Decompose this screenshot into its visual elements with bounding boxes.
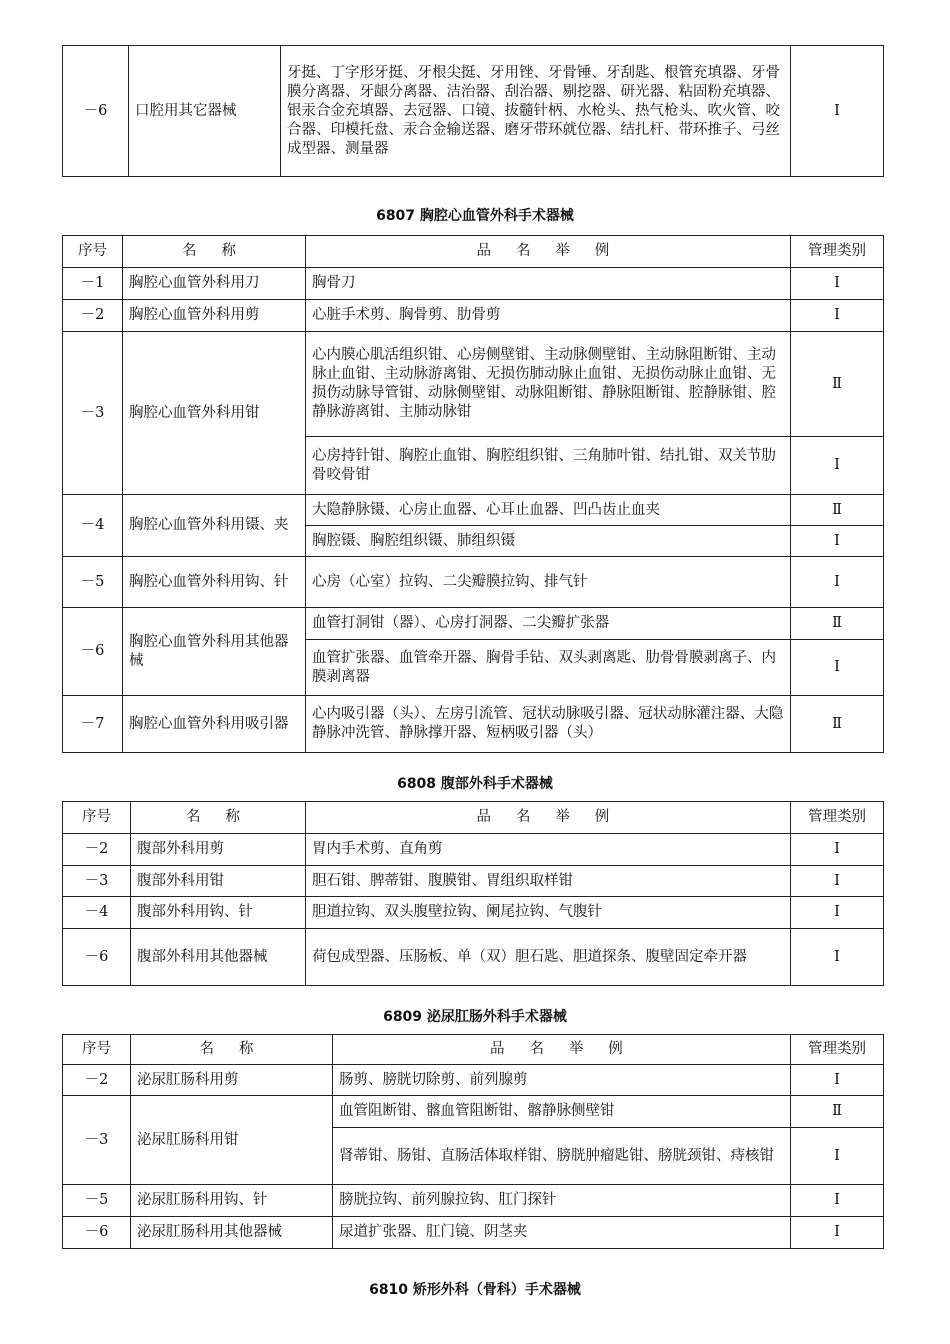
row-no: －6 bbox=[63, 929, 131, 986]
row-no: －6 bbox=[63, 46, 129, 177]
section-title-6808: 6808 腹部外科手术器械 bbox=[397, 776, 553, 792]
row-examples: 胸腔镊、胸腔组织镊、肺组织镊 bbox=[306, 526, 791, 557]
row-class: Ⅰ bbox=[791, 897, 884, 929]
table-row bbox=[63, 46, 884, 177]
row-class: Ⅰ bbox=[791, 640, 884, 696]
row-examples: 血管打洞钳（器）、心房打洞器、二尖瓣扩张器 bbox=[306, 608, 791, 640]
header-class: 管理类别 bbox=[791, 802, 884, 834]
section-title-6810: 6810 矫形外科（骨科）手术器械 bbox=[369, 1282, 581, 1298]
header-no: 序号 bbox=[63, 802, 131, 834]
header-no: 序号 bbox=[63, 236, 123, 268]
row-examples: 心脏手术剪、胸骨剪、肋骨剪 bbox=[306, 300, 791, 332]
row-no: －2 bbox=[63, 1065, 131, 1096]
table-row bbox=[63, 557, 884, 608]
row-no: －5 bbox=[63, 557, 123, 608]
row-examples: 血管阻断钳、髂血管阻断钳、髂静脉侧壁钳 bbox=[333, 1096, 791, 1128]
row-class: Ⅰ bbox=[791, 1065, 884, 1096]
row-class: Ⅰ bbox=[791, 46, 884, 177]
table-row bbox=[63, 332, 884, 437]
table-row bbox=[63, 834, 884, 866]
row-class: Ⅱ bbox=[791, 1096, 884, 1128]
row-class: Ⅱ bbox=[791, 608, 884, 640]
row-examples: 心房（心室）拉钩、二尖瓣膜拉钩、排气针 bbox=[306, 557, 791, 608]
header-examples: 品 名 举 例 bbox=[306, 236, 791, 268]
row-name: 胸腔心血管外科用剪 bbox=[123, 300, 306, 332]
row-no: －6 bbox=[63, 1217, 131, 1249]
row-no: －4 bbox=[63, 897, 131, 929]
row-class: Ⅰ bbox=[791, 557, 884, 608]
row-no: －5 bbox=[63, 1185, 131, 1217]
row-class: Ⅰ bbox=[791, 929, 884, 986]
header-class: 管理类别 bbox=[791, 236, 884, 268]
header-class: 管理类别 bbox=[791, 1035, 884, 1065]
row-examples: 尿道扩张器、肛门镜、阴茎夹 bbox=[333, 1217, 791, 1249]
row-name: 泌尿肛肠科用剪 bbox=[131, 1065, 333, 1096]
row-no: －7 bbox=[63, 696, 123, 753]
row-examples: 胸骨刀 bbox=[306, 268, 791, 300]
header-no: 序号 bbox=[63, 1035, 131, 1065]
row-class: Ⅰ bbox=[791, 437, 884, 495]
section-title-6807: 6807 胸腔心血管外科手术器械 bbox=[376, 208, 574, 224]
row-examples: 心内膜心肌活组织钳、心房侧壁钳、主动脉侧壁钳、主动脉阻断钳、主动脉止血钳、主动脉游离钳、无损伤肺动脉止血钳、无损伤动脉止血钳、无损伤动脉导管钳、动脉侧壁钳、动脉阻断钳、静脉阻断钳、腔静脉钳、腔静脉游离钳、主肺动脉钳 bbox=[306, 332, 791, 437]
table-row bbox=[63, 1065, 884, 1096]
row-class: Ⅱ bbox=[791, 696, 884, 753]
row-no: －3 bbox=[63, 1096, 131, 1185]
row-examples: 肾蒂钳、肠钳、直肠活体取样钳、膀胱肿瘤匙钳、膀胱颈钳、痔核钳 bbox=[333, 1128, 791, 1185]
table-row bbox=[63, 608, 884, 640]
table-row bbox=[63, 1185, 884, 1217]
table-row bbox=[63, 929, 884, 986]
row-no: －3 bbox=[63, 866, 131, 897]
row-class: Ⅰ bbox=[791, 1217, 884, 1249]
row-examples: 心房持针钳、胸腔止血钳、胸腔组织钳、三角肺叶钳、结扎钳、双关节肋骨咬骨钳 bbox=[306, 437, 791, 495]
row-name: 腹部外科用钩、针 bbox=[131, 897, 306, 929]
row-examples: 血管扩张器、血管牵开器、胸骨手钻、双头剥离匙、肋骨骨膜剥离子、内膜剥离器 bbox=[306, 640, 791, 696]
header-examples: 品 名 举 例 bbox=[306, 802, 791, 834]
row-class: Ⅰ bbox=[791, 300, 884, 332]
table-header bbox=[63, 802, 884, 834]
row-name: 胸腔心血管外科用镊、夹 bbox=[123, 495, 306, 557]
row-examples: 膀胱拉钩、前列腺拉钩、肛门探针 bbox=[333, 1185, 791, 1217]
table-row bbox=[63, 495, 884, 526]
row-no: －2 bbox=[63, 834, 131, 866]
table-row bbox=[63, 1096, 884, 1128]
table-6809 bbox=[62, 1034, 884, 1249]
row-name: 泌尿肛肠科用其他器械 bbox=[131, 1217, 333, 1249]
row-class: Ⅰ bbox=[791, 268, 884, 300]
row-name: 胸腔心血管外科用吸引器 bbox=[123, 696, 306, 753]
row-examples: 胆石钳、脾蒂钳、腹膜钳、胃组织取样钳 bbox=[306, 866, 791, 897]
row-examples: 心内吸引器（头）、左房引流管、冠状动脉吸引器、冠状动脉灌注器、大隐静脉冲洗管、静脉撑开器、短柄吸引器（头） bbox=[306, 696, 791, 753]
row-examples: 胃内手术剪、直角剪 bbox=[306, 834, 791, 866]
row-examples: 牙挺、丁字形牙挺、牙根尖挺、牙用锉、牙骨锤、牙刮匙、根管充填器、牙骨膜分离器、牙龈分离器、洁治器、刮治器、剔挖器、研光器、粘固粉充填器、银汞合金充填器、去冠器、口镜、拔髓针柄、水枪头、热气枪头、吹火管、咬合器、印模托盘、汞合金输送器、磨牙带环就位器、结扎杆、带环推子、弓丝成型器、测量器 bbox=[281, 46, 791, 177]
table-6807 bbox=[62, 235, 884, 753]
row-name: 腹部外科用其他器械 bbox=[131, 929, 306, 986]
table-row bbox=[63, 866, 884, 897]
row-class: Ⅰ bbox=[791, 1185, 884, 1217]
table-6806-tail bbox=[62, 45, 884, 177]
header-name: 名 称 bbox=[131, 802, 306, 834]
row-no: －2 bbox=[63, 300, 123, 332]
row-name: 泌尿肛肠科用钩、针 bbox=[131, 1185, 333, 1217]
row-name: 胸腔心血管外科用钩、针 bbox=[123, 557, 306, 608]
table-row bbox=[63, 1217, 884, 1249]
table-row bbox=[63, 897, 884, 929]
row-class: Ⅰ bbox=[791, 1128, 884, 1185]
row-no: －4 bbox=[63, 495, 123, 557]
section-title-6809: 6809 泌尿肛肠外科手术器械 bbox=[383, 1009, 567, 1025]
row-no: －1 bbox=[63, 268, 123, 300]
table-header bbox=[63, 236, 884, 268]
row-name: 腹部外科用钳 bbox=[131, 866, 306, 897]
row-name: 胸腔心血管外科用钳 bbox=[123, 332, 306, 495]
row-class: Ⅰ bbox=[791, 866, 884, 897]
row-name: 胸腔心血管外科用刀 bbox=[123, 268, 306, 300]
table-row bbox=[63, 268, 884, 300]
row-examples: 大隐静脉镊、心房止血器、心耳止血器、凹凸齿止血夹 bbox=[306, 495, 791, 526]
row-examples: 荷包成型器、压肠板、单（双）胆石匙、胆道探条、腹壁固定牵开器 bbox=[306, 929, 791, 986]
row-class: Ⅱ bbox=[791, 332, 884, 437]
row-no: －3 bbox=[63, 332, 123, 495]
row-name: 腹部外科用剪 bbox=[131, 834, 306, 866]
row-name: 泌尿肛肠科用钳 bbox=[131, 1096, 333, 1185]
table-6808 bbox=[62, 801, 884, 986]
row-examples: 胆道拉钩、双头腹壁拉钩、阑尾拉钩、气腹针 bbox=[306, 897, 791, 929]
header-name: 名 称 bbox=[131, 1035, 333, 1065]
header-name: 名 称 bbox=[123, 236, 306, 268]
table-row bbox=[63, 300, 884, 332]
header-examples: 品 名 举 例 bbox=[333, 1035, 791, 1065]
table-header bbox=[63, 1035, 884, 1065]
row-name: 胸腔心血管外科用其他器械 bbox=[123, 608, 306, 696]
row-no: －6 bbox=[63, 608, 123, 696]
row-name: 口腔用其它器械 bbox=[129, 46, 281, 177]
row-class: Ⅱ bbox=[791, 495, 884, 526]
row-examples: 肠剪、膀胱切除剪、前列腺剪 bbox=[333, 1065, 791, 1096]
table-row bbox=[63, 696, 884, 753]
row-class: Ⅰ bbox=[791, 834, 884, 866]
row-class: Ⅰ bbox=[791, 526, 884, 557]
